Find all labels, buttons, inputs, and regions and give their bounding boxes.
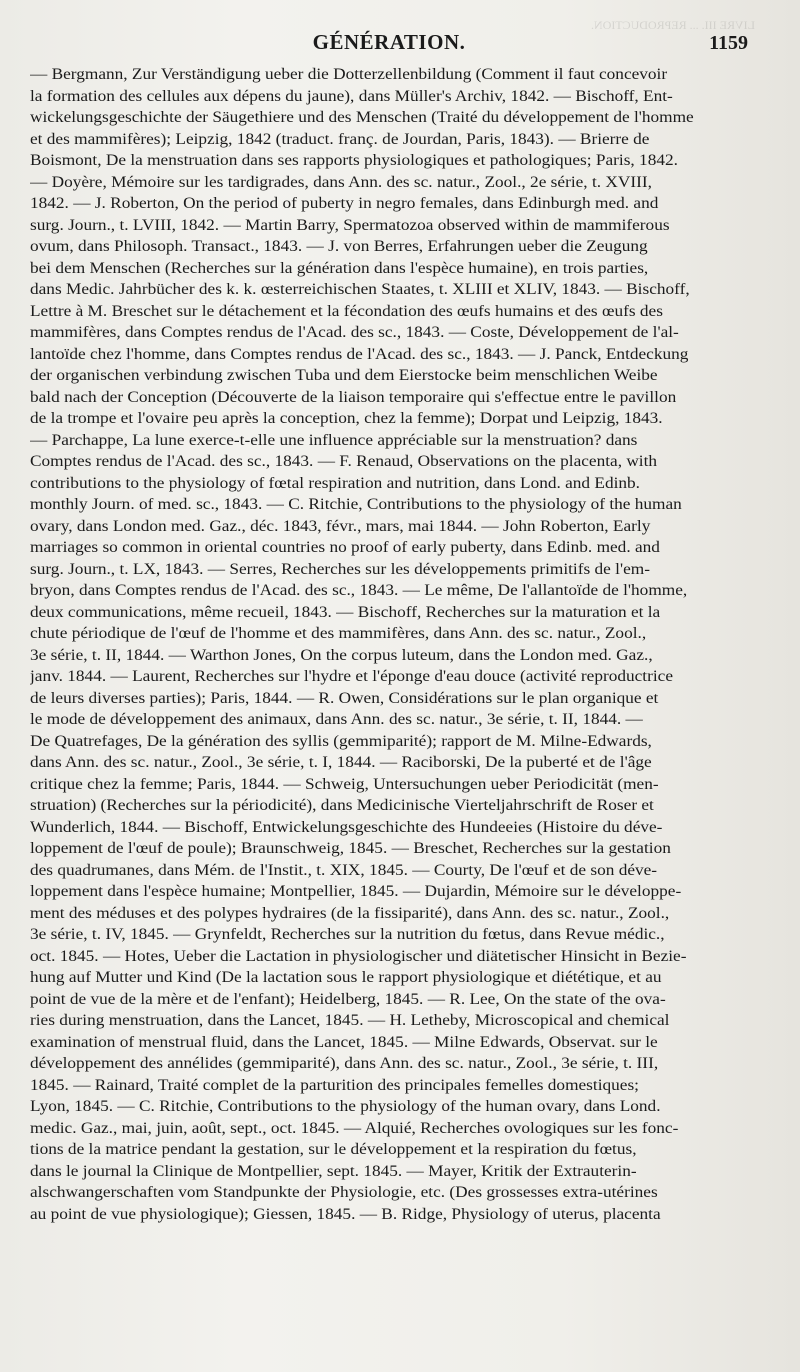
text-line: bei dem Menschen (Recherches sur la génération dans l'espèce humaine), en trois parties, <box>30 259 649 277</box>
text-line: dans le journal la Clinique de Montpellier, sept. 1845. — Mayer, Kritik der Extrauterin- <box>30 1162 637 1180</box>
text-line: dans Ann. des sc. natur., Zool., 3e série, t. I, 1844. — Raciborski, De la puberté et de l'âge <box>30 754 652 771</box>
text-line: contributions to the physiology of fœtal respiration and nutrition, dans Lond. and Edinb. <box>30 474 640 492</box>
text-line: critique chez la femme; Paris, 1844. — Schweig, Untersuchungen ueber Periodicität (men- <box>30 775 659 793</box>
running-title: GÉNÉRATION. <box>312 30 466 54</box>
text-line: chute périodique de l'œuf de l'homme et des mammifères, dans Ann. des sc. natur., Zool., <box>30 625 647 642</box>
text-line: — Bergmann, Zur Verständigung ueber die Dotterzellenbildung (Comment il faut concevoir <box>30 66 668 83</box>
text-line: des quadrumanes, dans Mém. de l'Instit., t. XIX, 1845. — Courty, De l'œuf et de son déve- <box>30 861 658 879</box>
text-line: examination of menstrual fluid, dans the Lancet, 1845. — Milne Edwards, Observat. sur le <box>30 1033 658 1051</box>
text-line: et des mammifères); Leipzig, 1842 (traduct. franç. de Jourdan, Paris, 1843). — Brierre de <box>30 130 650 148</box>
text-line: de la trompe et l'ovaire peu après la conception, chez la femme); Dorpat und Leipzig, 1843. <box>30 410 663 427</box>
text-line: — Doyère, Mémoire sur les tardigrades, dans Ann. des sc. natur., Zool., 2e série, t. XVIII, <box>30 173 652 191</box>
text-line: 3e série, t. II, 1844. — Warthon Jones, On the corpus luteum, dans the London med. Gaz., <box>30 646 653 664</box>
bleed-through-text: LIVRE III. ... REPRODUCTION. <box>591 18 755 32</box>
text-line: monthly Journ. of med. sc., 1843. — C. Ritchie, Contributions to the physiology of the human <box>30 496 682 513</box>
text-line: struation) (Recherches sur la périodicité), dans Medicinische Vierteljahrschrift de Roser et <box>30 797 654 814</box>
text-line: surg. Journ., t. LVIII, 1842. — Martin Barry, Spermatozoa observed within de mammiferous <box>30 216 670 234</box>
text-line: développement des annélides (gemmiparité), dans Ann. des sc. natur., Zool., 3e série, t. III, <box>30 1055 659 1072</box>
text-line: 3e série, t. IV, 1845. — Grynfeldt, Recherches sur la nutrition du fœtus, dans Revue médic., <box>30 926 665 943</box>
text-line: ment des méduses et des polypes hydraires (de la fissiparité), dans Ann. des sc. natur., Zool., <box>30 904 670 922</box>
text-line: surg. Journ., t. LX, 1843. — Serres, Recherches sur les développements primitifs de l'em- <box>30 560 650 578</box>
text-line: bryon, dans Comptes rendus de l'Acad. des sc., 1843. — Le même, De l'allantoïde de l'homme, <box>30 582 688 599</box>
text-line: le mode de développement des animaux, dans Ann. des sc. natur., 3e série, t. II, 1844. — <box>30 711 643 728</box>
text-line: loppement de l'œuf de poule); Braunschweig, 1845. — Breschet, Recherches sur la gestation <box>30 840 671 857</box>
text-line: ovum, dans Philosoph. Transact., 1843. — J. von Berres, Erfahrungen ueber die Zeugung <box>30 238 648 255</box>
text-line: — Parchappe, La lune exerce-t-elle une influence appréciable sur la menstruation? dans <box>30 431 638 449</box>
text-line: Boismont, De la menstruation dans ses rapports physiologiques et pathologiques; Paris, 1842. <box>30 152 678 169</box>
text-line: point de vue de la mère et de l'enfant); Heidelberg, 1845. — R. Lee, On the state of the ova- <box>30 990 666 1008</box>
text-line: Wunderlich, 1844. — Bischoff, Entwickelungsgeschichte des Hundeeies (Histoire du déve- <box>30 818 663 836</box>
text-line: tions de la matrice pendant la gestation, sur le développement et la respiration du fœtus, <box>30 1141 637 1158</box>
text-line: De Quatrefages, De la génération des syllis (gemmiparité); rapport de M. Milne-Edwards, <box>30 732 652 750</box>
text-line: janv. 1844. — Laurent, Recherches sur l'hydre et l'éponge d'eau douce (activité reproductrice <box>30 668 674 685</box>
text-line: 1845. — Rainard, Traité complet de la parturition des principales femelles domestiques; <box>30 1076 639 1094</box>
text-line: de leurs diverses parties); Paris, 1844. — R. Owen, Considérations sur le plan organique et <box>30 689 659 707</box>
page-header <box>30 30 748 60</box>
text-line: dans Medic. Jahrbücher des k. k. œsterreichischen Staates, t. XLIII et XLIV, 1843. — Bischoff, <box>30 281 690 298</box>
text-line: der organischen verbindung zwischen Tuba und dem Eierstocke beim menschlichen Weibe <box>30 367 658 384</box>
text-line: ovary, dans London med. Gaz., déc. 1843, févr., mars, mai 1844. — John Roberton, Early <box>30 517 651 535</box>
text-line: alschwangerschaften vom Standpunkte der Physiologie, etc. (Des grossesses extra-utérines <box>30 1184 658 1201</box>
text-line: oct. 1845. — Hotes, Ueber die Lactation in physiologischer und diätetischer Hinsicht in Bezie- <box>30 947 687 965</box>
text-line: marriages so common in oriental countries no proof of early puberty, dans Edinb. med. and <box>30 539 660 556</box>
text-line: au point de vue physiologique); Giessen, 1845. — B. Ridge, Physiology of uterus, placenta <box>30 1205 661 1223</box>
text-line: hung auf Mutter und Kind (De la lactation sous le rapport physiologique et diététique, et au <box>30 969 662 986</box>
text-line: mammifères, dans Comptes rendus de l'Acad. des sc., 1843. — Coste, Développement de l'al- <box>30 324 679 341</box>
text-line: lantoïde chez l'homme, dans Comptes rendus de l'Acad. des sc., 1843. — J. Panck, Entdeckung <box>30 345 689 363</box>
text-line: 1842. — J. Roberton, On the period of puberty in negro females, dans Edinburgh med. and <box>30 195 659 212</box>
text-line: Lyon, 1845. — C. Ritchie, Contributions to the physiology of the human ovary, dans Lond. <box>30 1098 661 1115</box>
page-number: 1159 <box>709 32 748 54</box>
text-line: Lettre à M. Breschet sur le détachement et la fécondation des œufs humains et des œufs des <box>30 302 663 320</box>
text-line: bald nach der Conception (Découverte de la liaison temporaire qui s'effectue entre le pavillon <box>30 388 677 406</box>
text-line: wickelungsgeschichte der Säugethiere und des Menschen (Traité du développement de l'homme <box>30 109 694 126</box>
text-line: medic. Gaz., mai, juin, août, sept., oct. 1845. — Alquié, Recherches ovologiques sur les fonc- <box>30 1119 679 1137</box>
text-line: ries during menstruation, dans the Lancet, 1845. — H. Letheby, Microscopical and chemical <box>30 1012 670 1029</box>
text-line: deux communications, même recueil, 1843. — Bischoff, Recherches sur la maturation et la <box>30 603 661 621</box>
bibliography-text <box>30 64 750 1225</box>
text-line: Comptes rendus de l'Acad. des sc., 1843. — F. Renaud, Observations on the placenta, with <box>30 453 658 470</box>
text-line: la formation des cellules aux dépens du jaune), dans Müller's Archiv, 1842. — Bischoff, Ent- <box>30 87 673 105</box>
text-line: loppement dans l'espèce humaine; Montpellier, 1845. — Dujardin, Mémoire sur le développe- <box>30 883 682 900</box>
